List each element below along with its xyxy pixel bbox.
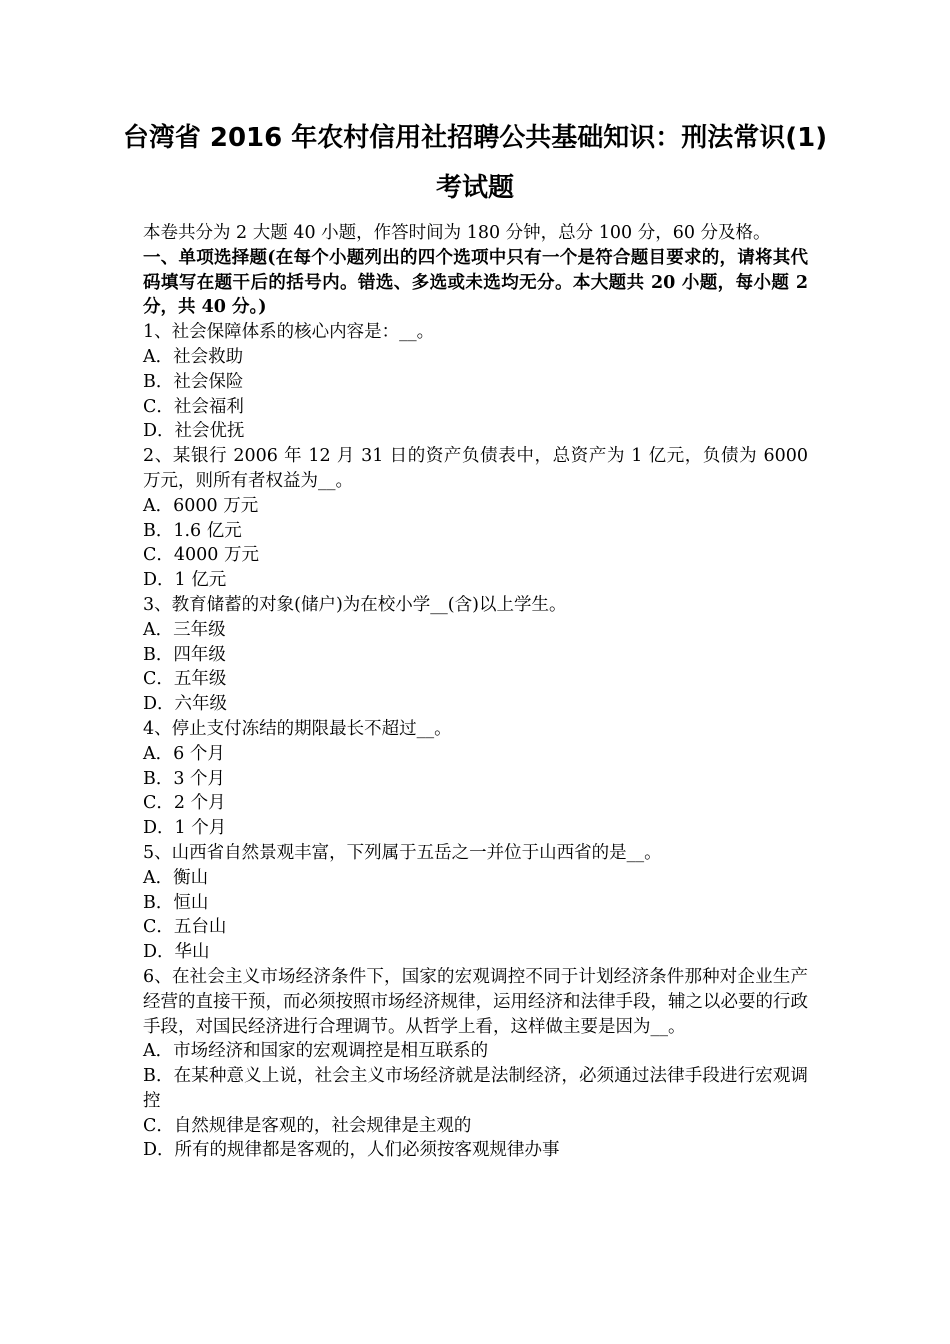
question-option: D．六年级 (143, 694, 228, 715)
question-stem: 6、在社会主义市场经济条件下，国家的宏观调控不同于计划经济条件那种对企业生产经营的直接干预，而必须按照市场经济规律，运用经济和法律手段，辅之以必要的行政手段，对国民经济进行合理调节。从哲学上看，这样做主要是因为__。 (143, 966, 808, 1037)
document-title-line1: 台湾省 2016 年农村信用社招聘公共基础知识：刑法常识(1) (122, 123, 828, 153)
question-stem: 5、山西省自然景观丰富，下列属于五岳之一并位于山西省的是__。 (143, 842, 662, 863)
question-option: C．2 个月 (143, 793, 226, 814)
question-option: B．在某种意义上说，社会主义市场经济就是法制经济，必须通过法律手段进行宏观调控 (143, 1066, 808, 1111)
question-option: A．市场经济和国家的宏观调控是相互联系的 (143, 1041, 489, 1062)
question-2 (143, 444, 808, 593)
question-stem: 3、教育储蓄的对象(储户)为在校小学__(含)以上学生。 (143, 594, 567, 615)
document-body (143, 221, 808, 1163)
question-4 (143, 717, 808, 841)
document-title-line2: 考试题 (435, 173, 514, 203)
question-option: B．3 个月 (143, 768, 226, 789)
question-6 (143, 965, 808, 1163)
question-option: D．1 个月 (143, 818, 227, 839)
question-option: D．所有的规律都是客观的，人们必须按客观规律办事 (143, 1140, 560, 1161)
question-option: A．6000 万元 (143, 495, 259, 516)
question-3 (143, 593, 808, 717)
question-option: D．1 亿元 (143, 570, 227, 591)
question-option: B．恒山 (143, 892, 209, 913)
question-stem: 2、某银行 2006 年 12 月 31 日的资产负债表中，总资产为 1 亿元，负债为 6000 万元，则所有者权益为__。 (143, 446, 808, 491)
question-option: B．社会保险 (143, 371, 244, 392)
question-option: C．社会福利 (143, 396, 244, 417)
question-option: A．三年级 (143, 619, 226, 640)
question-option: C．五台山 (143, 917, 227, 938)
exam-intro: 本卷共分为 2 大题 40 小题，作答时间为 180 分钟，总分 100 分，60 分及格。 (143, 223, 771, 243)
section-heading: 一、单项选择题(在每个小题列出的四个选项中只有一个是符合题目要求的，请将其代码填写在题干后的括号内。错选、多选或未选均无分。本大题共 20 小题，每小题 2 分，共 40 分。) (143, 247, 808, 318)
question-option: D．社会优抚 (143, 421, 245, 442)
question-option: A．6 个月 (143, 743, 225, 764)
question-option: A．社会救助 (143, 346, 244, 367)
question-option: A．衡山 (143, 867, 209, 888)
question-option: D．华山 (143, 942, 210, 963)
question-5 (143, 841, 808, 965)
question-stem: 4、停止支付冻结的期限最长不超过__。 (143, 718, 452, 739)
question-option: B．四年级 (143, 644, 226, 665)
question-option: C．4000 万元 (143, 545, 259, 566)
question-option: C．自然规律是客观的，社会规律是主观的 (143, 1115, 472, 1136)
question-1 (143, 320, 808, 444)
question-option: C．五年级 (143, 669, 227, 690)
question-stem: 1、社会保障体系的核心内容是：__。 (143, 322, 435, 343)
question-option: B．1.6 亿元 (143, 520, 242, 541)
